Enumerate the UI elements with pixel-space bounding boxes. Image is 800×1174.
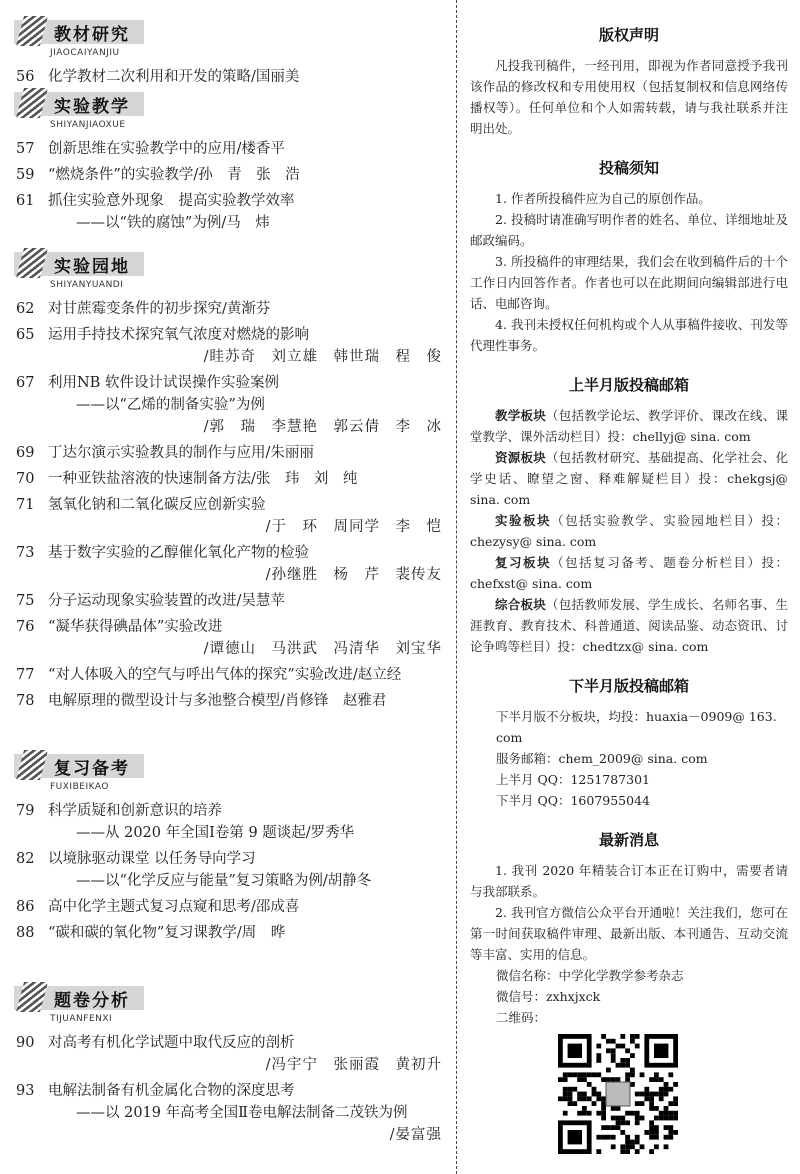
toc-entry[interactable] bbox=[0, 590, 452, 612]
section-title: 题卷分析 bbox=[54, 991, 130, 1011]
toc-entry[interactable] bbox=[0, 800, 452, 844]
toc-entry[interactable] bbox=[0, 468, 452, 490]
toc-section bbox=[0, 748, 452, 948]
entry-title: 丁达尔演示实验教具的制作与应用/朱丽丽 bbox=[48, 445, 314, 461]
notice-item: 1. 作者所投稿件应为自己的原创作品。 bbox=[495, 191, 711, 206]
entry-title: 高中化学主题式复习点窥和思考/邵成喜 bbox=[48, 899, 300, 915]
block-text: （包括复习备考、题卷分析栏目）投：chefxst@ sina. com bbox=[470, 555, 788, 591]
copyright-text: 凡投我刊稿件，一经刊用，即视为作者同意授予我刊该作品的修改权和专用使用权（包括复制权和信息网络传播权等）。任何单位和个人如需转载，请与我社联系并注明出处。 bbox=[470, 58, 788, 136]
block-name: 实验板块 bbox=[495, 513, 552, 528]
block-text: （包括实验教学、实验园地栏目）投：chezysy@ sina. com bbox=[470, 513, 788, 549]
entry-authors: /眭苏奇 刘立雄 韩世瑞 程 俊 bbox=[203, 349, 442, 365]
page-number: 75 bbox=[16, 593, 35, 609]
submission-block bbox=[470, 405, 788, 447]
sidebar-info bbox=[470, 18, 788, 1154]
entry-title: 分子运动现象实验装置的改进/吴慧苹 bbox=[48, 593, 285, 609]
page-number: 65 bbox=[16, 327, 35, 343]
submission-block bbox=[470, 510, 788, 552]
block-name: 教学板块 bbox=[495, 408, 546, 423]
entry-title: 利用NB 软件设计试误操作实验案例 bbox=[48, 375, 279, 391]
entry-title: 以境脉驱动课堂 以任务导向学习 bbox=[48, 851, 256, 867]
toc-entry[interactable] bbox=[0, 1032, 452, 1076]
page-number: 62 bbox=[16, 301, 35, 317]
entry-authors: /谭德山 马洪武 冯清华 刘宝华 bbox=[203, 641, 442, 657]
wechat-id: 微信号：zxhxjxck bbox=[496, 989, 601, 1004]
block-text: （包括教师发展、学生成长、名师名事、生涯教育、教育技术、科普通道、阅读品鉴、动态资讯、讨论争鸣等栏目）投：chedtzx@ sina. com bbox=[470, 597, 788, 654]
toc-entry[interactable] bbox=[0, 542, 452, 586]
news-item: 2. 我刊官方微信公众平台开通啦！关注我们，您可在第一时间获取稿件审理、最新出版、本刊通告、互动交流等丰富、实用的信息。 bbox=[470, 905, 788, 962]
entry-authors: /郭 瑞 李慧艳 郭云倩 李 冰 bbox=[203, 419, 442, 435]
toc-entry[interactable] bbox=[0, 896, 452, 918]
contact-line: 服务邮箱：chem_2009@ sina. com bbox=[496, 751, 708, 766]
toc-section bbox=[0, 246, 452, 716]
toc-entry[interactable] bbox=[0, 922, 452, 944]
entry-subtitle: ——以“化学反应与能量”复习策略为例/胡静冬 bbox=[76, 873, 372, 889]
page-number: 73 bbox=[16, 545, 35, 561]
page-number: 71 bbox=[16, 497, 35, 513]
page-number: 79 bbox=[16, 803, 35, 819]
page-number: 88 bbox=[16, 925, 35, 941]
entry-title: 化学教材二次利用和开发的策略/国丽美 bbox=[48, 69, 300, 85]
section-title: 复习备考 bbox=[54, 759, 130, 779]
page-number: 76 bbox=[16, 619, 35, 635]
submission-block bbox=[470, 552, 788, 594]
entry-title: 创新思维在实验教学中的应用/楼香平 bbox=[48, 141, 285, 157]
submission-block bbox=[470, 447, 788, 510]
notice-item: 2. 投稿时请准确写明作者的姓名、单位、详细地址及邮政编码。 bbox=[470, 212, 788, 248]
column-divider bbox=[456, 0, 457, 1174]
section-header bbox=[14, 14, 452, 62]
page-number: 77 bbox=[16, 667, 35, 683]
section-title: 教材研究 bbox=[54, 25, 130, 45]
entry-subtitle: ——以 2019 年高考全国Ⅱ卷电解法制备二茂铁为例 bbox=[76, 1105, 408, 1121]
page-number: 61 bbox=[16, 193, 35, 209]
section-subtitle: SHIYANJIAOXUE bbox=[50, 120, 126, 130]
entry-title: 抓住实验意外现象 提高实验教学效率 bbox=[48, 193, 295, 209]
entry-subtitle: ——以“乙烯的制备实验”为例 bbox=[76, 397, 265, 413]
entry-title: “燃烧条件”的实验教学/孙 青 张 浩 bbox=[48, 167, 300, 183]
entry-subtitle: ——以“铁的腐蚀”为例/马 炜 bbox=[76, 215, 270, 231]
block-text: （包括教材研究、基础提高、化学社会、化学史话、瞭望之窗、释难解疑栏目）投：chekgsj@ sina. com bbox=[470, 450, 788, 507]
news-title: 最新消息 bbox=[598, 831, 659, 849]
toc-entry[interactable] bbox=[0, 372, 452, 438]
toc-section bbox=[0, 86, 452, 238]
page-number: 90 bbox=[16, 1035, 35, 1051]
toc-entry[interactable] bbox=[0, 1080, 452, 1146]
toc-entry[interactable] bbox=[0, 324, 452, 368]
toc-entry[interactable] bbox=[0, 66, 452, 88]
page-number: 59 bbox=[16, 167, 35, 183]
page-number: 78 bbox=[16, 693, 35, 709]
page-number: 86 bbox=[16, 899, 35, 915]
section-header bbox=[14, 980, 452, 1028]
notice-title: 投稿须知 bbox=[598, 159, 659, 177]
section-subtitle: SHIYANYUANDI bbox=[50, 280, 124, 290]
toc-entry[interactable] bbox=[0, 494, 452, 538]
block-text: （包括教学论坛、教学评价、课改在线、课堂教学、课外活动栏目）投：chellyj@ sina. com bbox=[470, 408, 788, 444]
section-subtitle: FUXIBEIKAO bbox=[50, 782, 109, 792]
qr-label: 二维码： bbox=[496, 1010, 547, 1025]
wechat-name: 微信名称：中学化学教学参考杂志 bbox=[496, 968, 684, 983]
contact-line: 下半月版不分板块，均投：huaxia－0909@ 163. com bbox=[496, 709, 777, 745]
page-number: 93 bbox=[16, 1083, 35, 1099]
entry-authors: /于 环 周同学 李 恺 bbox=[265, 519, 442, 535]
notice-item: 3. 所投稿件的审理结果，我们会在收到稿件后的十个工作日内回答作者。作者也可以在此期间向编辑部进行电话、电邮咨询。 bbox=[470, 254, 788, 311]
news-item: 1. 我刊 2020 年精装合订本正在订购中，需要者请与我部联系。 bbox=[470, 863, 788, 899]
entry-title: 电解法制备有机金属化合物的深度思考 bbox=[48, 1083, 295, 1099]
second-half-title: 下半月版投稿邮箱 bbox=[568, 677, 689, 695]
toc-entry[interactable] bbox=[0, 664, 452, 686]
entry-title: 科学质疑和创新意识的培养 bbox=[48, 803, 222, 819]
section-title: 实验园地 bbox=[54, 257, 130, 277]
section-title: 实验教学 bbox=[54, 97, 130, 117]
toc-entry[interactable] bbox=[0, 442, 452, 464]
entry-subtitle: ——从 2020 年全国Ⅰ卷第 9 题谈起/罗秀华 bbox=[76, 825, 355, 841]
page-number: 70 bbox=[16, 471, 35, 487]
entry-title: 电解原理的微型设计与多池整合模型/肖修锋 赵雅君 bbox=[48, 693, 387, 709]
toc-entry[interactable] bbox=[0, 298, 452, 320]
entry-authors: /冯宇宁 张丽霞 黄初升 bbox=[265, 1057, 442, 1073]
toc-section bbox=[0, 14, 452, 92]
toc-entry[interactable] bbox=[0, 164, 452, 186]
entry-title: “碳和碳的氧化物”复习课教学/周 晔 bbox=[48, 925, 286, 941]
toc-entry[interactable] bbox=[0, 138, 452, 160]
page-number: 57 bbox=[16, 141, 35, 157]
entry-authors: /孙继胜 杨 芹 裴传友 bbox=[265, 567, 442, 583]
section-subtitle: JIAOCAIYANJIU bbox=[50, 48, 120, 58]
first-half-title: 上半月版投稿邮箱 bbox=[568, 376, 689, 394]
toc-entry[interactable] bbox=[0, 848, 452, 892]
toc-section bbox=[0, 980, 452, 1150]
entry-title: 基于数字实验的乙醇催化氧化产物的检验 bbox=[48, 545, 309, 561]
page-number: 67 bbox=[16, 375, 35, 391]
entry-title: “对人体吸入的空气与呼出气体的探究”实验改进/赵立经 bbox=[48, 667, 402, 683]
section-header bbox=[14, 748, 452, 796]
contact-line: 上半月 QQ：1251787301 bbox=[496, 772, 650, 787]
notice-item: 4. 我刊未授权任何机构或个人从事稿件接收、刊发等代理性事务。 bbox=[470, 317, 788, 353]
toc-entry[interactable] bbox=[0, 190, 452, 234]
page-number: 69 bbox=[16, 445, 35, 461]
entry-title: 运用手持技术探究氧气浓度对燃烧的影响 bbox=[48, 327, 309, 343]
toc-entry[interactable] bbox=[0, 616, 452, 660]
entry-title: 对高考有机化学试题中取代反应的剖析 bbox=[48, 1035, 295, 1051]
entry-title: “凝华获得碘晶体”实验改进 bbox=[48, 619, 223, 635]
section-subtitle: TIJUANFENXI bbox=[50, 1014, 113, 1024]
qr-code-icon bbox=[558, 1034, 678, 1154]
block-name: 综合板块 bbox=[495, 597, 546, 612]
copyright-title: 版权声明 bbox=[598, 26, 659, 44]
entry-title: 对甘蔗霉变条件的初步探究/黄渐芬 bbox=[48, 301, 271, 317]
submission-block bbox=[470, 594, 788, 657]
toc-entry[interactable] bbox=[0, 690, 452, 712]
entry-title: 氢氧化钠和二氧化碳反应创新实验 bbox=[48, 497, 266, 513]
contact-line: 下半月 QQ：1607955044 bbox=[496, 793, 650, 808]
page-number: 82 bbox=[16, 851, 35, 867]
section-header bbox=[14, 246, 452, 294]
entry-title: 一种亚铁盐溶液的快速制备方法/张 玮 刘 纯 bbox=[48, 471, 358, 487]
section-header bbox=[14, 86, 452, 134]
block-name: 资源板块 bbox=[495, 450, 546, 465]
page-number: 56 bbox=[16, 69, 35, 85]
block-name: 复习板块 bbox=[495, 555, 552, 570]
entry-authors: /晏富强 bbox=[389, 1127, 442, 1143]
